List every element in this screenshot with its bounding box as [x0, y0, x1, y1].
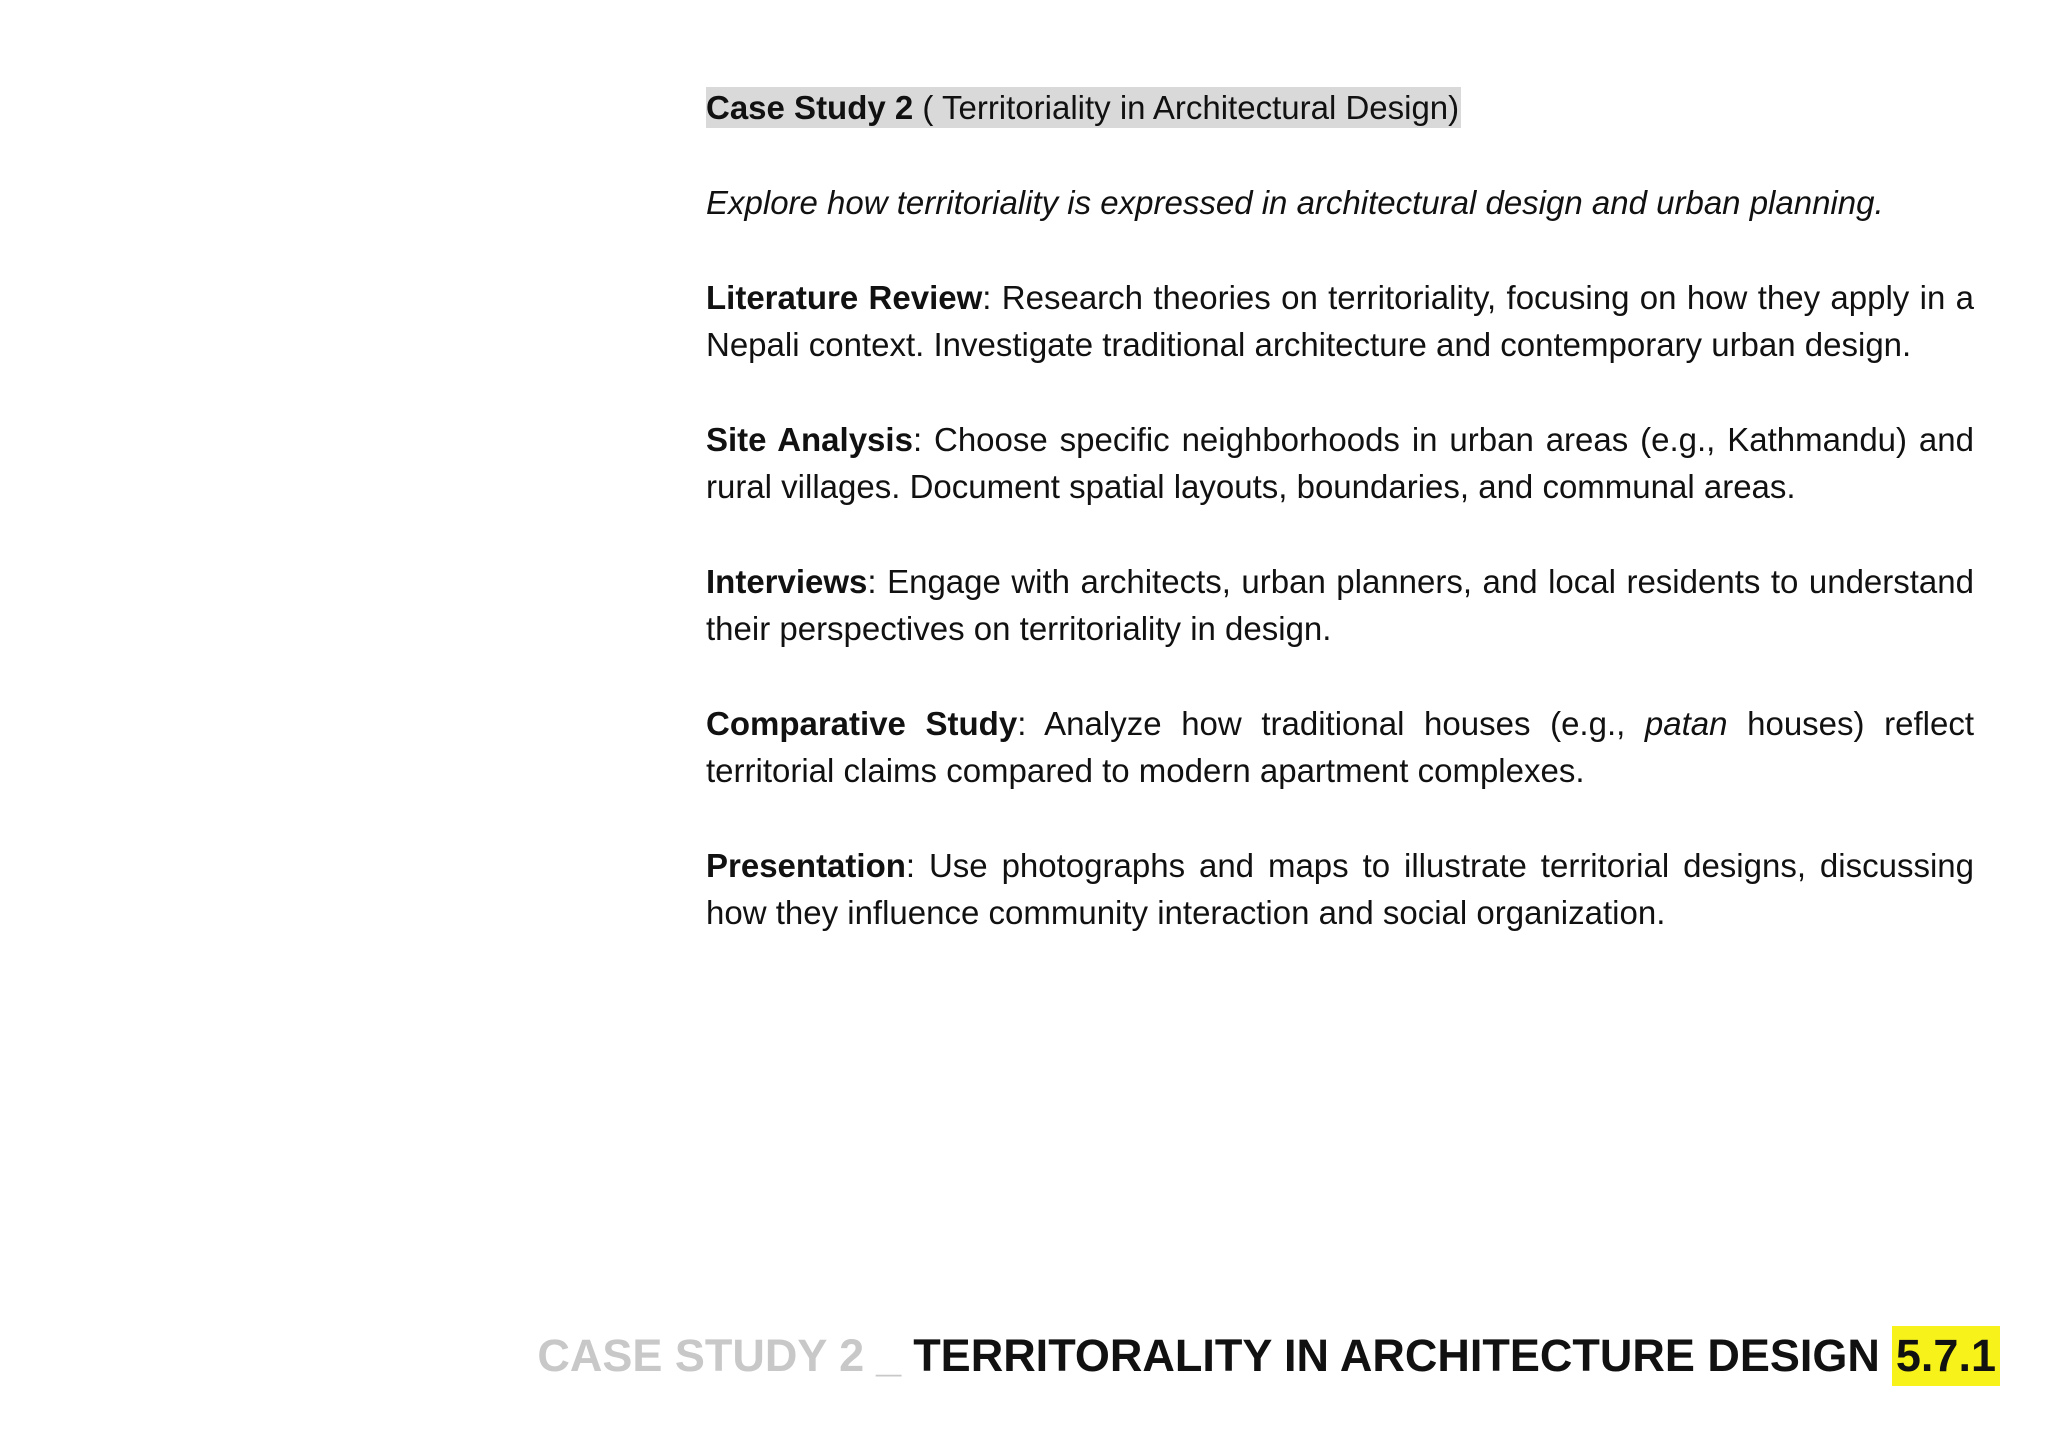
section-literature-review: [706, 274, 1974, 368]
section-term: Presentation: [706, 847, 906, 884]
intro-text: Explore how territoriality is expressed in architectural design and urban planning.: [706, 184, 1884, 221]
section-text: : Choose specific neighborhoods in urban areas (e.g., Kathmandu) and rural villages. Document spatial layouts, boundaries, and communal areas.: [706, 421, 1974, 505]
footer-separator: _: [876, 1330, 902, 1381]
section-term: Comparative Study: [706, 705, 1018, 742]
section-text: : Use photographs and maps to illustrate territorial designs, discussing how they influence community interaction and social organization.: [706, 847, 1974, 931]
section-presentation: [706, 842, 1974, 936]
section-text: : Research theories on territoriality, focusing on how they apply in a Nepali context. Investigate traditional architecture and contemporary urban design.: [706, 279, 1974, 363]
section-term: Literature Review: [706, 279, 983, 316]
section-interviews: [706, 558, 1974, 652]
heading-highlight: [706, 87, 1461, 128]
heading-bold: Case Study 2: [706, 89, 914, 126]
section-comparative-study: [706, 700, 1974, 794]
section-site-analysis: [706, 416, 1974, 510]
section-term: Site Analysis: [706, 421, 913, 458]
section-text: : Engage with architects, urban planners, and local residents to understand their perspectives on territoriality in design.: [706, 563, 1974, 647]
section-text-after: houses) reflect territorial claims compared to modern apartment complexes.: [706, 705, 1975, 789]
footer-prefix: CASE STUDY 2: [537, 1330, 865, 1381]
page-footer: [537, 1326, 2000, 1386]
document-body: [706, 84, 1974, 984]
case-study-heading: [706, 84, 1974, 131]
heading-rest: ( Territoriality in Architectural Design): [913, 89, 1460, 126]
footer-title: TERRITORALITY IN ARCHITECTURE DESIGN: [913, 1330, 1880, 1381]
section-text-before: : Analyze how traditional houses (e.g.,: [1017, 705, 1645, 742]
section-italic-term: patan: [1644, 705, 1728, 742]
footer-page-number: 5.7.1: [1892, 1326, 2000, 1386]
section-term: Interviews: [706, 563, 868, 600]
